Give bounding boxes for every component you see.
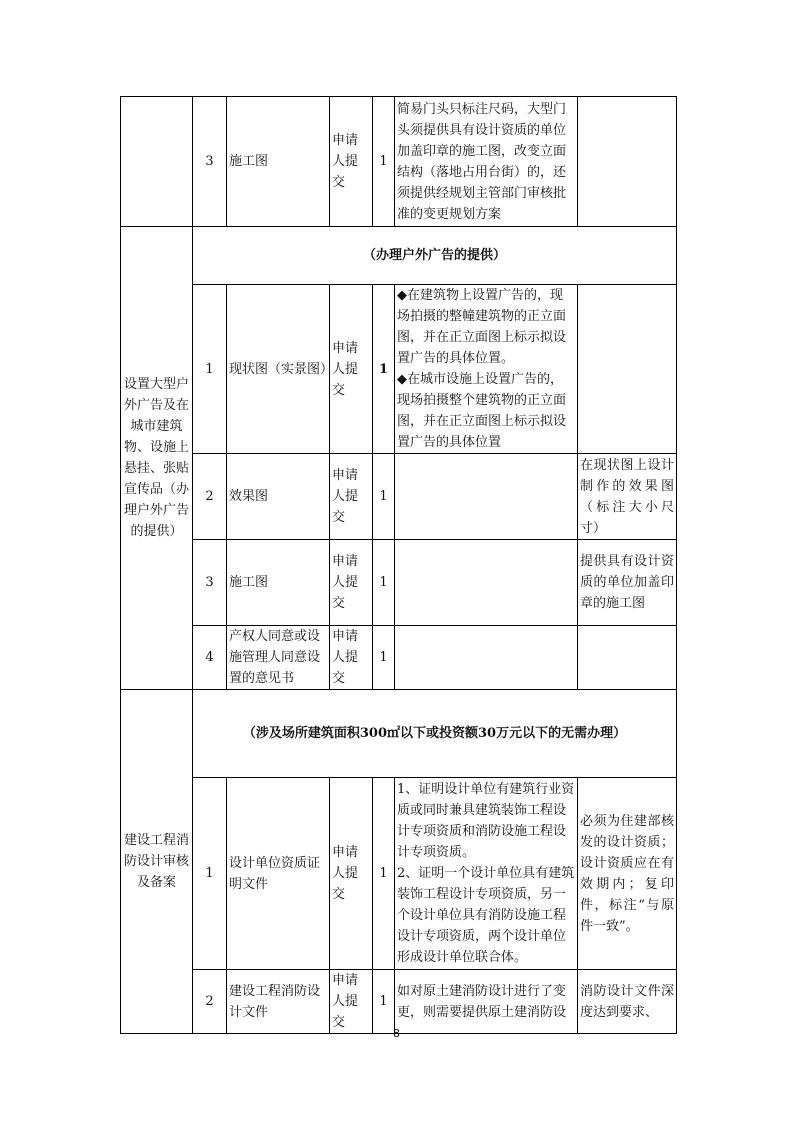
- submitter: 申请人提交: [330, 454, 373, 540]
- requirement: 如对原土建消防设计进行了变更，则需要提供原土建消防设: [395, 970, 578, 1034]
- row-number: 3: [193, 540, 227, 626]
- note: 在现状图上设计制作的效果图（标注大小尺寸）: [578, 454, 677, 540]
- requirement: [395, 626, 578, 690]
- submitter: 申请人提交: [330, 97, 373, 227]
- row-number: 3: [193, 97, 227, 227]
- requirement: [395, 778, 578, 970]
- item-title-fire-design: 建设工程消防设计审核及备案: [121, 690, 193, 1034]
- material-name: 施工图: [227, 97, 330, 227]
- quantity: 1: [373, 97, 395, 227]
- quantity: 1: [373, 285, 395, 454]
- quantity: 1: [373, 454, 395, 540]
- table-row: [121, 778, 677, 970]
- quantity: 1: [373, 778, 395, 970]
- requirement-line: 2、证明一个设计单位具有建筑装饰工程设计专项资质，另一个设计单位具有消防设施工程设计专项资质，两个设计单位形成设计单位联合体。: [397, 866, 575, 965]
- table-row: [121, 97, 677, 227]
- section-heading-outdoor-ad: （办理户外广告的提供）: [193, 227, 677, 285]
- quantity: 1: [373, 626, 395, 690]
- material-name: 产权人同意或设施管理人同意设置的意见书: [227, 626, 330, 690]
- row-number: 2: [193, 454, 227, 540]
- requirement: [395, 540, 578, 626]
- section-row: [121, 690, 677, 778]
- material-name: 施工图: [227, 540, 330, 626]
- note: 必须为住建部核发的设计资质；设计资质应在有效期内；复印件，标注“与原件一致”。: [578, 778, 677, 970]
- requirements-table: [120, 96, 677, 1034]
- material-name: 现状图（实景图）: [227, 285, 330, 454]
- item-cell-empty: [121, 97, 193, 227]
- requirement-line: ◆在城市设施上设置广告的，现场拍摄整个建筑物的正立面图，并在正立面图上标示拟设置广告的具体位置: [397, 372, 567, 450]
- row-number: 1: [193, 778, 227, 970]
- note: 消防设计文件深度达到要求、: [578, 970, 677, 1034]
- material-name: 效果图: [227, 454, 330, 540]
- table-row: [121, 540, 677, 626]
- table-row: [121, 285, 677, 454]
- submitter: 申请人提交: [330, 626, 373, 690]
- row-number: 2: [193, 970, 227, 1034]
- requirement-line: 1、证明设计单位有建筑行业资质或同时兼具建筑装饰工程设计专项资质和消防设施工程设计专项资质。: [397, 782, 575, 860]
- note: [578, 97, 677, 227]
- section-row: [121, 227, 677, 285]
- material-name: 设计单位资质证明文件: [227, 778, 330, 970]
- submitter: 申请人提交: [330, 540, 373, 626]
- submitter: 申请人提交: [330, 778, 373, 970]
- row-number: 1: [193, 285, 227, 454]
- table-row: [121, 454, 677, 540]
- submitter: 申请人提交: [330, 285, 373, 454]
- requirement: [395, 454, 578, 540]
- quantity: 1: [373, 970, 395, 1034]
- requirement: 简易门头只标注尺码，大型门头须提供具有设计资质的单位加盖印章的施工图，改变立面结构（落地占用台街）的，还须提供经规划主管部门审核批准的变更规划方案: [395, 97, 578, 227]
- page-number: 8: [393, 1027, 400, 1040]
- note: [578, 626, 677, 690]
- submitter: 申请人提交: [330, 970, 373, 1034]
- item-title-outdoor-ad: 设置大型户外广告及在城市建筑物、设施上悬挂、张贴宣传品（办理户外广告的提供）: [121, 227, 193, 690]
- note: [578, 285, 677, 454]
- requirement: [395, 285, 578, 454]
- section-heading-fire-design: （涉及场所建筑面积300㎡以下或投资额30万元以下的无需办理）: [193, 690, 677, 778]
- quantity: 1: [373, 540, 395, 626]
- note: 提供具有设计资质的单位加盖印章的施工图: [578, 540, 677, 626]
- table-row: [121, 970, 677, 1034]
- requirement-line: ◆在建筑物上设置广告的，现场拍摄的整幢建筑物的正立面图，并在正立面图上标示拟设置广告的具体位置。: [397, 288, 567, 366]
- material-name: 建设工程消防设计文件: [227, 970, 330, 1034]
- table-row: [121, 626, 677, 690]
- row-number: 4: [193, 626, 227, 690]
